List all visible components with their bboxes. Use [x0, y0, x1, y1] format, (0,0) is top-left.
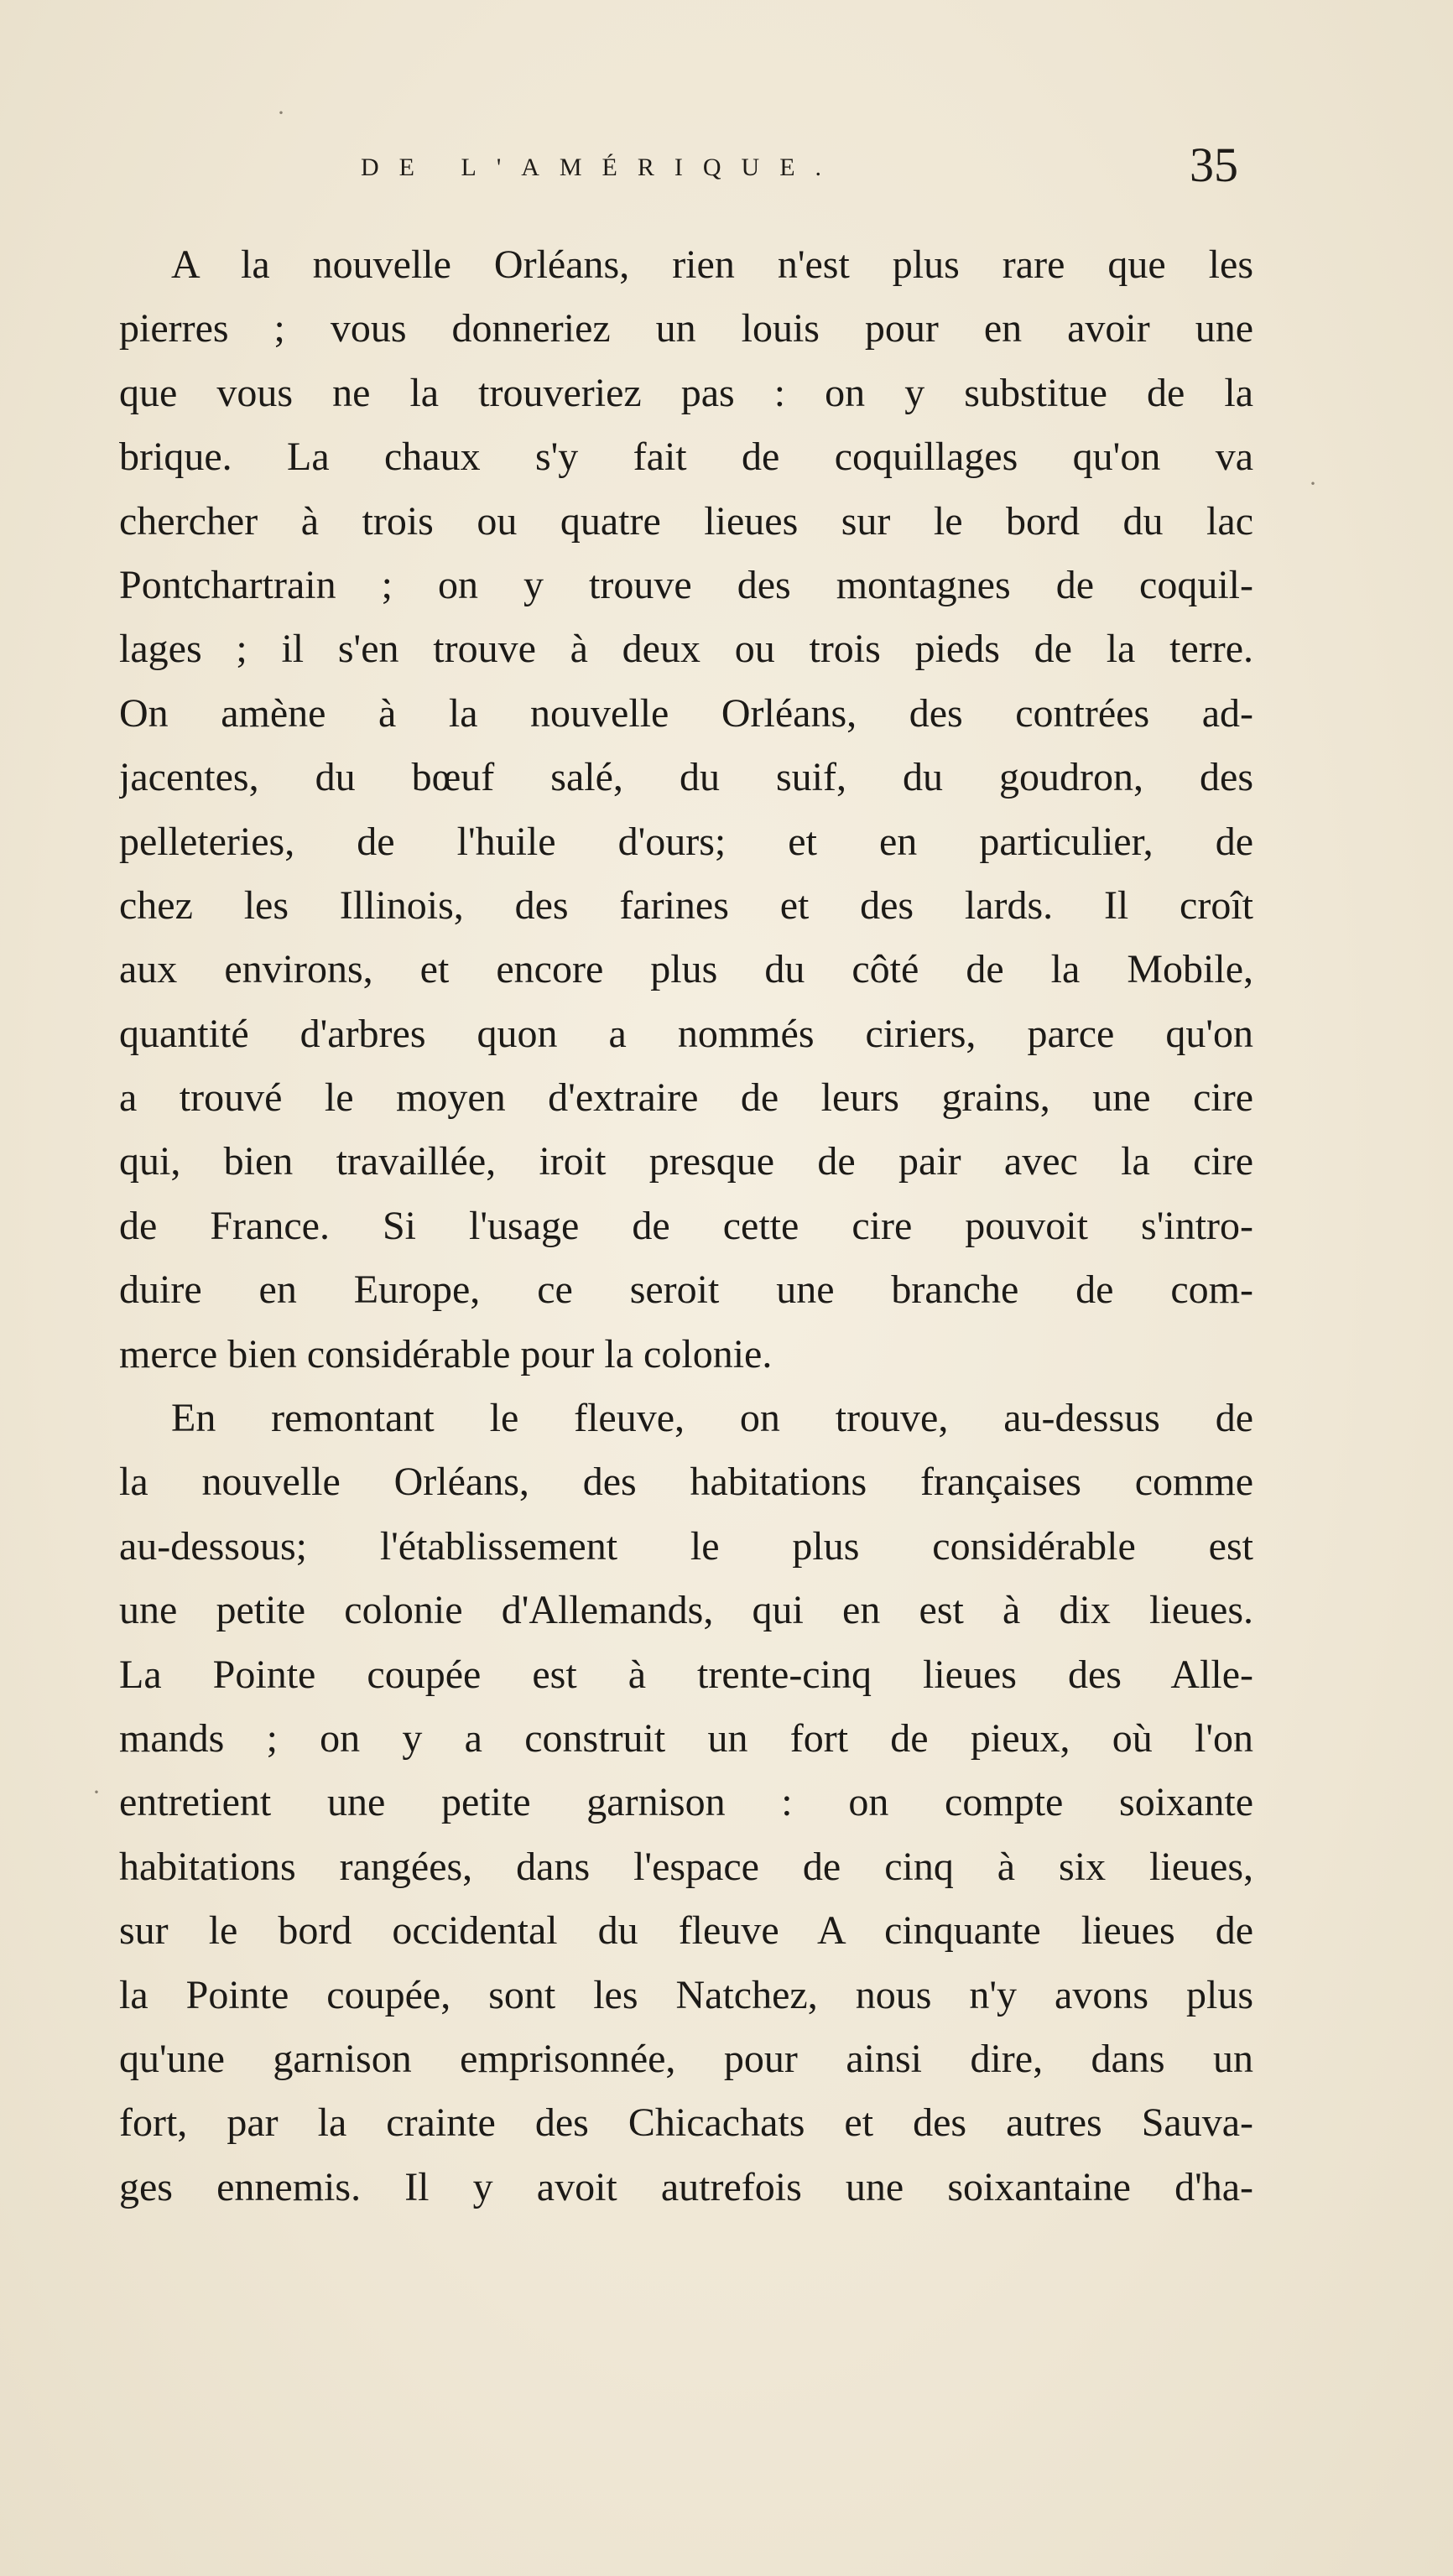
text-line: quantité d'arbres quon a nommés ciriers, parce qu'on	[119, 1011, 1253, 1056]
ink-speck: ·	[92, 1778, 101, 1806]
text-line: ges ennemis. Il y avoit autrefois une soixantaine d'ha-	[119, 2164, 1253, 2209]
text-line: duire en Europe, ce seroit une branche de com-	[119, 1267, 1253, 1313]
running-head	[0, 138, 1453, 201]
ink-speck: ·	[277, 99, 285, 127]
text-line: sur le bord occidental du fleuve A cinquante lieues de	[119, 1908, 1253, 1954]
text-line: chercher à trois ou quatre lieues sur le bord du lac	[119, 498, 1253, 544]
text-line: merce bien considérable pour la colonie.	[119, 1331, 773, 1376]
text-line: lages ; il s'en trouve à deux ou trois pieds de la terre.	[119, 627, 1253, 672]
text-line: mands ; on y a construit un fort de pieux, où l'on	[119, 1715, 1253, 1761]
text-line: chez les Illinois, des farines et des lards. Il croît	[119, 882, 1253, 928]
text-line: au-dessous; l'établissement le plus considérable est	[119, 1523, 1253, 1569]
text-line: que vous ne la trouveriez pas : on y substitue de la	[119, 370, 1253, 415]
text-line: En remontant le fleuve, on trouve, au-dessus de	[171, 1396, 1253, 1441]
page-number: 35	[1190, 138, 1238, 192]
body-text	[119, 233, 1253, 2220]
text-line: pierres ; vous donneriez un louis pour en avoir une	[119, 306, 1253, 351]
text-line: a trouvé le moyen d'extraire de leurs grains, une cire	[119, 1075, 1253, 1121]
ink-speck: ·	[1309, 470, 1317, 497]
text-line: A la nouvelle Orléans, rien n'est plus rare que les	[171, 242, 1253, 287]
text-line: brique. La chaux s'y fait de coquillages qu'on va	[119, 435, 1253, 480]
text-line: qu'une garnison emprisonnée, pour ainsi dire, dans un	[119, 2036, 1253, 2081]
text-line: habitations rangées, dans l'espace de cinq à six lieues,	[119, 1844, 1253, 1889]
text-line: On amène à la nouvelle Orléans, des contrées ad-	[119, 690, 1253, 736]
text-line: jacentes, du bœuf salé, du suif, du goudron, des	[119, 755, 1253, 800]
running-title: DE L'AMÉRIQUE.	[361, 154, 842, 181]
text-line: qui, bien travaillée, iroit presque de pair avec la cire	[119, 1139, 1253, 1184]
text-line: la Pointe coupée, sont les Natchez, nous n'y avons plus	[119, 1972, 1253, 2017]
text-line: de France. Si l'usage de cette cire pouvoit s'intro-	[119, 1203, 1253, 1248]
text-line: pelleteries, de l'huile d'ours; et en particulier, de	[119, 819, 1253, 864]
text-line: Pontchartrain ; on y trouve des montagnes de coquil-	[119, 562, 1253, 607]
text-line: aux environs, et encore plus du côté de la Mobile,	[119, 947, 1253, 992]
text-line: entretient une petite garnison : on compte soixante	[119, 1780, 1253, 1825]
text-line: une petite colonie d'Allemands, qui en est à dix lieues.	[119, 1588, 1253, 1633]
text-line: fort, par la crainte des Chicachats et des autres Sauva-	[119, 2100, 1253, 2146]
text-line: La Pointe coupée est à trente-cinq lieues des Alle-	[119, 1652, 1253, 1697]
text-line: la nouvelle Orléans, des habitations françaises comme	[119, 1460, 1253, 1505]
